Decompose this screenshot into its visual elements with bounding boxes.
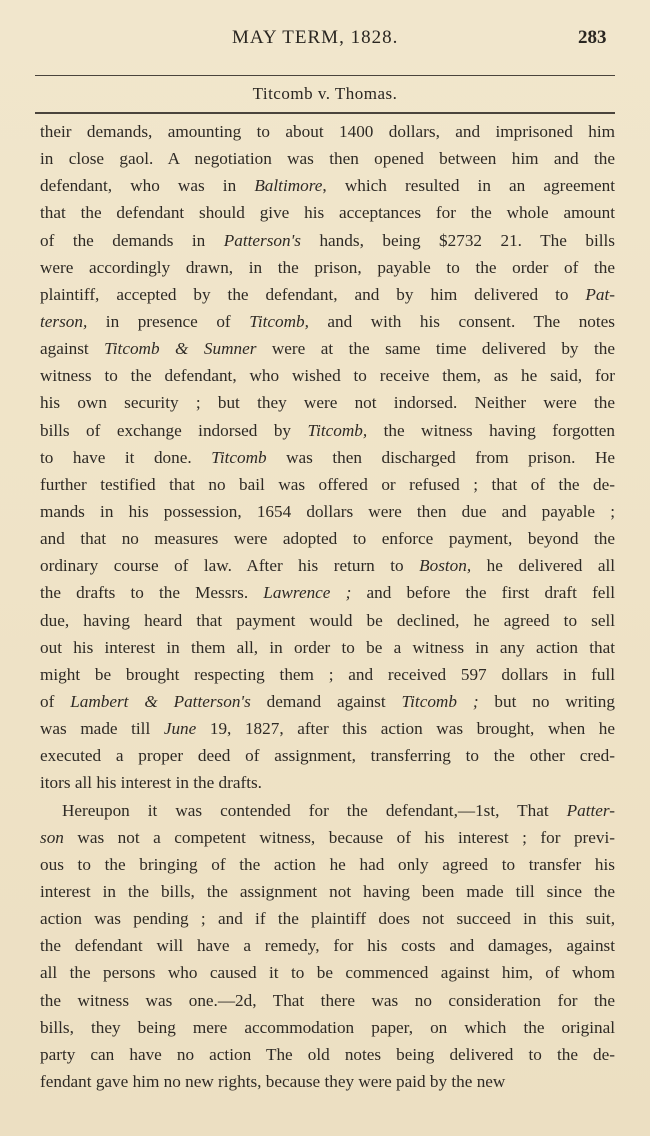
text-run: was not a competent witness, because of his interest ; for previ- <box>63 827 615 847</box>
text-line <box>40 661 615 688</box>
text-line <box>40 932 615 959</box>
text-run: to have it done. <box>40 447 212 467</box>
text-line <box>40 878 615 905</box>
text-run: that the defendant should give his acceptances for the whole amount <box>40 203 615 223</box>
text-run: in presence of <box>87 311 250 331</box>
text-line <box>40 525 615 552</box>
text-run: were accordingly drawn, in the prison, payable to the order of the <box>40 257 615 277</box>
text-run: bills of exchange indorsed by <box>40 420 308 440</box>
italic-run: Titcomb ; <box>401 691 479 711</box>
text-line <box>40 145 615 172</box>
running-head <box>0 27 650 53</box>
text-line <box>40 987 615 1014</box>
case-title: Titcomb v. Thomas. <box>252 84 398 103</box>
text-run: bills, they being mere accommodation paper, on which the original <box>40 1017 615 1037</box>
text-run: was then discharged from prison. He <box>266 447 615 467</box>
running-title: MAY TERM, 1828. <box>232 27 399 48</box>
text-run: might be brought respecting them ; and received 597 dollars in full <box>40 664 615 684</box>
page-number: 283 <box>578 27 607 48</box>
italic-run: Patterson's <box>223 230 301 250</box>
text-run: defendant, who was in <box>40 176 255 196</box>
text-run: action was pending ; and if the plaintiff does not succeed in this suit, <box>40 909 615 929</box>
text-line <box>40 797 615 824</box>
text-line <box>40 227 615 254</box>
text-line <box>40 362 615 389</box>
text-run: of the demands in <box>40 230 224 250</box>
text-line <box>40 824 615 851</box>
text-line <box>40 498 615 525</box>
text-run: the witness having forgotten <box>367 420 615 440</box>
text-run: their demands, amounting to about 1400 dollars, and imprisoned him <box>40 122 615 141</box>
text-run: interest in the bills, the assignment not having been made till since the <box>40 881 615 901</box>
text-line <box>40 688 615 715</box>
text-line <box>40 199 615 226</box>
italic-run: Pat- <box>585 284 615 304</box>
text-run: party can have no action The old notes being delivered to the de- <box>40 1044 615 1064</box>
italic-run: Titcomb & Sumner <box>104 339 257 359</box>
text-line <box>40 1068 615 1095</box>
text-line <box>40 1041 615 1068</box>
italic-run: Patter- <box>566 800 615 820</box>
text-run: due, having heard that payment would be declined, he agreed to sell <box>40 610 615 630</box>
text-line <box>40 281 615 308</box>
text-run: out his interest in them all, in order to be a witness in any action that <box>40 637 615 657</box>
italic-run: June <box>163 719 197 739</box>
text-run: in close gaol. A negotiation was then opened between him and the <box>40 149 615 169</box>
italic-run: Titcomb, <box>249 311 309 331</box>
text-run: and before the first draft fell <box>351 583 615 603</box>
text-run: the defendant will have a remedy, for his costs and damages, against <box>40 936 615 956</box>
text-run: mands in his possession, 1654 dollars were then due and payable ; <box>40 501 615 521</box>
text-run: demand against <box>250 691 402 711</box>
text-run: and with his consent. The notes <box>308 311 615 331</box>
text-line <box>40 172 615 199</box>
text-line <box>40 335 615 362</box>
italic-run: Lawrence ; <box>263 583 352 603</box>
header-rule-top <box>35 75 615 76</box>
text-line <box>40 959 615 986</box>
text-line <box>40 851 615 878</box>
text-line <box>40 417 615 444</box>
text-line <box>40 118 615 145</box>
text-run: he delivered all <box>471 556 615 576</box>
text-line <box>40 308 615 335</box>
text-line <box>40 552 615 579</box>
text-line <box>40 769 615 796</box>
text-run: plaintiff, accepted by the defendant, and by him delivered to <box>40 284 586 304</box>
text-run: Hereupon it was contended for the defendant,—1st, That <box>62 800 567 820</box>
text-run: 19, 1827, after this action was brought, when he <box>196 719 615 739</box>
text-run: executed a proper deed of assignment, transferring to the other cred- <box>40 746 615 766</box>
text-run: further testified that no bail was offered or refused ; that of the de- <box>40 474 615 494</box>
text-line <box>40 389 615 416</box>
italic-run: Titcomb, <box>307 420 368 440</box>
text-line <box>40 444 615 471</box>
header-rule-bottom <box>35 112 615 114</box>
text-line <box>40 471 615 498</box>
italic-run: terson, <box>40 311 88 331</box>
text-run: were at the same time delivered by the <box>256 339 615 359</box>
text-run: ous to the bringing of the action he had only agreed to transfer his <box>40 854 615 874</box>
text-line <box>40 579 615 606</box>
text-run: but no writing <box>478 691 615 711</box>
text-run: against <box>40 339 105 359</box>
text-line <box>40 607 615 634</box>
italic-run: Titcomb <box>211 447 267 467</box>
text-run: all the persons who caused it to be commenced against him, of whom <box>40 963 615 983</box>
text-line <box>40 905 615 932</box>
text-run: his own security ; but they were not indorsed. Neither were the <box>40 393 615 413</box>
text-line <box>40 715 615 742</box>
text-run: , which resulted in an agreement <box>322 176 615 196</box>
italic-run: Lambert & Patterson's <box>70 691 251 711</box>
text-line <box>40 634 615 661</box>
text-run: the witness was one.—2d, That there was no consideration for the <box>40 990 615 1010</box>
text-run: the drafts to the Messrs. <box>40 583 264 603</box>
text-line <box>40 1014 615 1041</box>
text-run: was made till <box>40 719 164 739</box>
text-run: ordinary course of law. After his return to <box>40 556 420 576</box>
text-line <box>40 742 615 769</box>
text-run: witness to the defendant, who wished to receive them, as he said, for <box>40 366 615 386</box>
text-run: of <box>40 691 71 711</box>
italic-run: Baltimore <box>254 176 323 196</box>
italic-run: Boston, <box>419 556 472 576</box>
italic-run: son <box>40 827 64 847</box>
text-run: hands, being $2732 21. The bills <box>300 230 615 250</box>
body-text <box>40 118 615 1095</box>
text-run: fendant gave him no new rights, because they were paid by the new <box>40 1071 506 1091</box>
text-run: itors all his interest in the drafts. <box>40 773 262 793</box>
text-run: and that no measures were adopted to enforce payment, beyond the <box>40 529 615 549</box>
text-line <box>40 254 615 281</box>
